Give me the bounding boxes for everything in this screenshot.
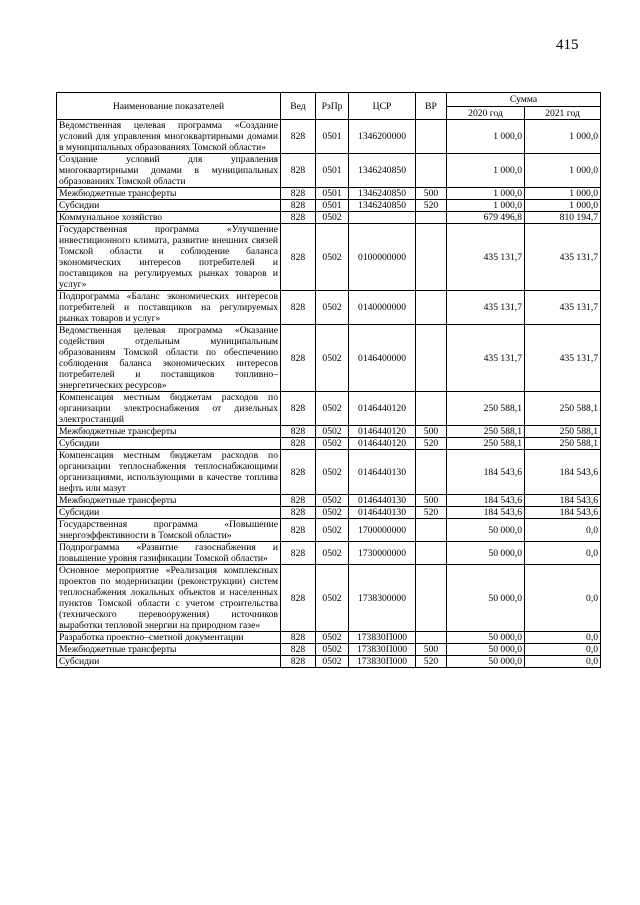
- cell-ved: 828: [281, 224, 316, 291]
- page-number: 415: [556, 37, 579, 53]
- table-row: [57, 154, 601, 188]
- cell-sum-2020: 184 543,6: [447, 495, 525, 507]
- cell-ved: 828: [281, 565, 316, 632]
- cell-csr: 173830П000: [349, 644, 416, 656]
- cell-csr: 173830П000: [349, 656, 416, 668]
- cell-ved: 828: [281, 438, 316, 450]
- cell-name: Субсидии: [57, 438, 281, 450]
- cell-sum-2021: 435 131,7: [525, 325, 601, 392]
- cell-sum-2020: 250 588,1: [447, 392, 525, 426]
- cell-ved: 828: [281, 120, 316, 154]
- table-row: [57, 120, 601, 154]
- cell-csr: 0140000000: [349, 291, 416, 325]
- cell-ved: 828: [281, 154, 316, 188]
- table-row: [57, 392, 601, 426]
- cell-name: Подпрограмма «Развитие газоснабжения и повышение уровня газификации Томской области»: [57, 542, 281, 565]
- cell-name: Компенсация местным бюджетам расходов по организации электроснабжения от дизельных электростанций: [57, 392, 281, 426]
- cell-name: Субсидии: [57, 200, 281, 212]
- cell-sum-2020: 679 496,8: [447, 212, 525, 224]
- cell-ved: 828: [281, 291, 316, 325]
- cell-vr: [416, 542, 447, 565]
- cell-csr: 0146440130: [349, 450, 416, 495]
- cell-ved: 828: [281, 450, 316, 495]
- cell-ved: 828: [281, 656, 316, 668]
- cell-ved: 828: [281, 632, 316, 644]
- cell-rzpr: 0502: [316, 392, 349, 426]
- cell-csr: [349, 212, 416, 224]
- table-row: [57, 224, 601, 291]
- cell-csr: 0146440130: [349, 495, 416, 507]
- cell-sum-2021: 1 000,0: [525, 154, 601, 188]
- cell-sum-2020: 50 000,0: [447, 542, 525, 565]
- cell-sum-2020: 184 543,6: [447, 450, 525, 495]
- cell-rzpr: 0502: [316, 291, 349, 325]
- cell-ved: 828: [281, 426, 316, 438]
- cell-name: Разработка проектно–сметной документации: [57, 632, 281, 644]
- cell-name: Государственная программа «Повышение энергоэффективности в Томской области»: [57, 519, 281, 542]
- header-csr: ЦСР: [349, 93, 416, 120]
- cell-sum-2021: 0,0: [525, 542, 601, 565]
- table-body: [57, 120, 601, 668]
- header-rzpr: РзПр: [316, 93, 349, 120]
- table-row: [57, 632, 601, 644]
- cell-sum-2020: 50 000,0: [447, 632, 525, 644]
- cell-csr: 0100000000: [349, 224, 416, 291]
- table-row: [57, 188, 601, 200]
- cell-sum-2021: 250 588,1: [525, 426, 601, 438]
- table-row: [57, 565, 601, 632]
- cell-vr: [416, 632, 447, 644]
- cell-sum-2020: 435 131,7: [447, 224, 525, 291]
- cell-vr: 500: [416, 188, 447, 200]
- cell-name: Межбюджетные трансферты: [57, 495, 281, 507]
- cell-vr: 500: [416, 426, 447, 438]
- cell-sum-2020: 184 543,6: [447, 507, 525, 519]
- cell-sum-2021: 184 543,6: [525, 507, 601, 519]
- cell-rzpr: 0502: [316, 507, 349, 519]
- cell-vr: 520: [416, 507, 447, 519]
- cell-sum-2020: 50 000,0: [447, 519, 525, 542]
- cell-vr: [416, 154, 447, 188]
- cell-rzpr: 0502: [316, 325, 349, 392]
- cell-rzpr: 0502: [316, 644, 349, 656]
- cell-sum-2020: 435 131,7: [447, 291, 525, 325]
- cell-sum-2021: 0,0: [525, 632, 601, 644]
- table-row: [57, 519, 601, 542]
- cell-sum-2020: 50 000,0: [447, 644, 525, 656]
- cell-csr: 173830П000: [349, 632, 416, 644]
- cell-sum-2021: 1 000,0: [525, 188, 601, 200]
- cell-vr: 520: [416, 200, 447, 212]
- cell-sum-2021: 250 588,1: [525, 438, 601, 450]
- cell-ved: 828: [281, 200, 316, 212]
- header-name: Наименование показателей: [57, 93, 281, 120]
- cell-csr: 1730000000: [349, 542, 416, 565]
- cell-csr: 0146440120: [349, 438, 416, 450]
- cell-rzpr: 0502: [316, 565, 349, 632]
- cell-name: Субсидии: [57, 656, 281, 668]
- cell-name: Межбюджетные трансферты: [57, 426, 281, 438]
- cell-csr: 0146400000: [349, 325, 416, 392]
- cell-rzpr: 0501: [316, 120, 349, 154]
- cell-rzpr: 0501: [316, 154, 349, 188]
- table-row: [57, 291, 601, 325]
- table-row: [57, 644, 601, 656]
- cell-sum-2021: 810 194,7: [525, 212, 601, 224]
- cell-vr: [416, 392, 447, 426]
- cell-vr: [416, 224, 447, 291]
- cell-ved: 828: [281, 325, 316, 392]
- cell-sum-2020: 1 000,0: [447, 188, 525, 200]
- table-row: [57, 325, 601, 392]
- cell-sum-2021: 1 000,0: [525, 120, 601, 154]
- cell-sum-2021: 250 588,1: [525, 392, 601, 426]
- cell-ved: 828: [281, 519, 316, 542]
- cell-rzpr: 0502: [316, 426, 349, 438]
- cell-vr: [416, 325, 447, 392]
- table-row: [57, 212, 601, 224]
- cell-sum-2021: 0,0: [525, 644, 601, 656]
- cell-vr: [416, 291, 447, 325]
- cell-vr: [416, 120, 447, 154]
- cell-name: Ведомственная целевая программа «Оказание содействия отдельным муниципальным образованиям Томской области по обеспечению соблюдения баланса экономических интересов потребителей и поставщиков топливно–энергетических ресурсов»: [57, 325, 281, 392]
- cell-vr: 500: [416, 495, 447, 507]
- cell-sum-2020: 250 588,1: [447, 426, 525, 438]
- header-ved: Вед: [281, 93, 316, 120]
- cell-rzpr: 0502: [316, 224, 349, 291]
- cell-vr: [416, 450, 447, 495]
- cell-sum-2021: 0,0: [525, 656, 601, 668]
- cell-sum-2020: 250 588,1: [447, 438, 525, 450]
- cell-vr: [416, 212, 447, 224]
- table-row: [57, 426, 601, 438]
- cell-rzpr: 0502: [316, 656, 349, 668]
- cell-sum-2020: 50 000,0: [447, 565, 525, 632]
- cell-ved: 828: [281, 542, 316, 565]
- cell-csr: 0146440130: [349, 507, 416, 519]
- cell-sum-2021: 0,0: [525, 565, 601, 632]
- table-row: [57, 507, 601, 519]
- header-year-2020: 2020 год: [447, 107, 525, 120]
- cell-name: Коммунальное хозяйство: [57, 212, 281, 224]
- cell-vr: [416, 519, 447, 542]
- cell-ved: 828: [281, 644, 316, 656]
- header-year-2021: 2021 год: [525, 107, 601, 120]
- cell-csr: 1346240850: [349, 188, 416, 200]
- cell-csr: 1346200000: [349, 120, 416, 154]
- cell-vr: 500: [416, 644, 447, 656]
- cell-sum-2020: 1 000,0: [447, 154, 525, 188]
- cell-sum-2020: 1 000,0: [447, 120, 525, 154]
- cell-ved: 828: [281, 495, 316, 507]
- cell-name: Компенсация местным бюджетам расходов по организации теплоснабжения теплоснабжающими организациями, использующими в качестве топлива нефть или мазут: [57, 450, 281, 495]
- cell-vr: [416, 565, 447, 632]
- cell-rzpr: 0502: [316, 438, 349, 450]
- cell-sum-2021: 184 543,6: [525, 495, 601, 507]
- cell-ved: 828: [281, 212, 316, 224]
- cell-ved: 828: [281, 507, 316, 519]
- cell-name: Создание условий для управления многоквартирными домами в муниципальных образованиях Томской области: [57, 154, 281, 188]
- cell-csr: 1346240850: [349, 200, 416, 212]
- cell-rzpr: 0502: [316, 519, 349, 542]
- cell-rzpr: 0502: [316, 450, 349, 495]
- cell-rzpr: 0502: [316, 632, 349, 644]
- cell-csr: 0146440120: [349, 426, 416, 438]
- cell-vr: 520: [416, 438, 447, 450]
- cell-csr: 1346240850: [349, 154, 416, 188]
- table-row: [57, 656, 601, 668]
- table-row: [57, 438, 601, 450]
- table-row: [57, 450, 601, 495]
- table-row: [57, 495, 601, 507]
- cell-sum-2020: 435 131,7: [447, 325, 525, 392]
- cell-ved: 828: [281, 392, 316, 426]
- cell-rzpr: 0502: [316, 542, 349, 565]
- cell-vr: 520: [416, 656, 447, 668]
- cell-rzpr: 0501: [316, 200, 349, 212]
- cell-name: Субсидии: [57, 507, 281, 519]
- cell-csr: 1700000000: [349, 519, 416, 542]
- cell-name: Государственная программа «Улучшение инвестиционного климата, развитие внешних связей Томской области и соблюдение баланса экономических интересов потребителей и поставщиков на регулируемых рынках товаров и услуг»: [57, 224, 281, 291]
- cell-sum-2021: 435 131,7: [525, 224, 601, 291]
- cell-sum-2021: 184 543,6: [525, 450, 601, 495]
- cell-rzpr: 0501: [316, 188, 349, 200]
- budget-table: [56, 92, 601, 668]
- cell-rzpr: 0502: [316, 495, 349, 507]
- cell-csr: 0146440120: [349, 392, 416, 426]
- header-vr: ВР: [416, 93, 447, 120]
- cell-rzpr: 0502: [316, 212, 349, 224]
- cell-csr: 1738300000: [349, 565, 416, 632]
- cell-sum-2021: 1 000,0: [525, 200, 601, 212]
- table-row: [57, 542, 601, 565]
- cell-sum-2020: 50 000,0: [447, 656, 525, 668]
- cell-sum-2021: 435 131,7: [525, 291, 601, 325]
- table-row: [57, 200, 601, 212]
- header-sum: Сумма: [447, 93, 601, 107]
- cell-name: Основное мероприятие «Реализация комплексных проектов по модернизации (реконструкции) систем теплоснабжения локальных объектов и населенных пунктов Томской области с учетом строительства (технического перевооружения) источников выработки тепловой энергии на природном газе»: [57, 565, 281, 632]
- cell-ved: 828: [281, 188, 316, 200]
- cell-sum-2021: 0,0: [525, 519, 601, 542]
- cell-name: Подпрограмма «Баланс экономических интересов потребителей и поставщиков на регулируемых рынках товаров и услуг»: [57, 291, 281, 325]
- cell-name: Ведомственная целевая программа «Создание условий для управления многоквартирными домами в муниципальных образованиях Томской области»: [57, 120, 281, 154]
- cell-sum-2020: 1 000,0: [447, 200, 525, 212]
- cell-name: Межбюджетные трансферты: [57, 188, 281, 200]
- cell-name: Межбюджетные трансферты: [57, 644, 281, 656]
